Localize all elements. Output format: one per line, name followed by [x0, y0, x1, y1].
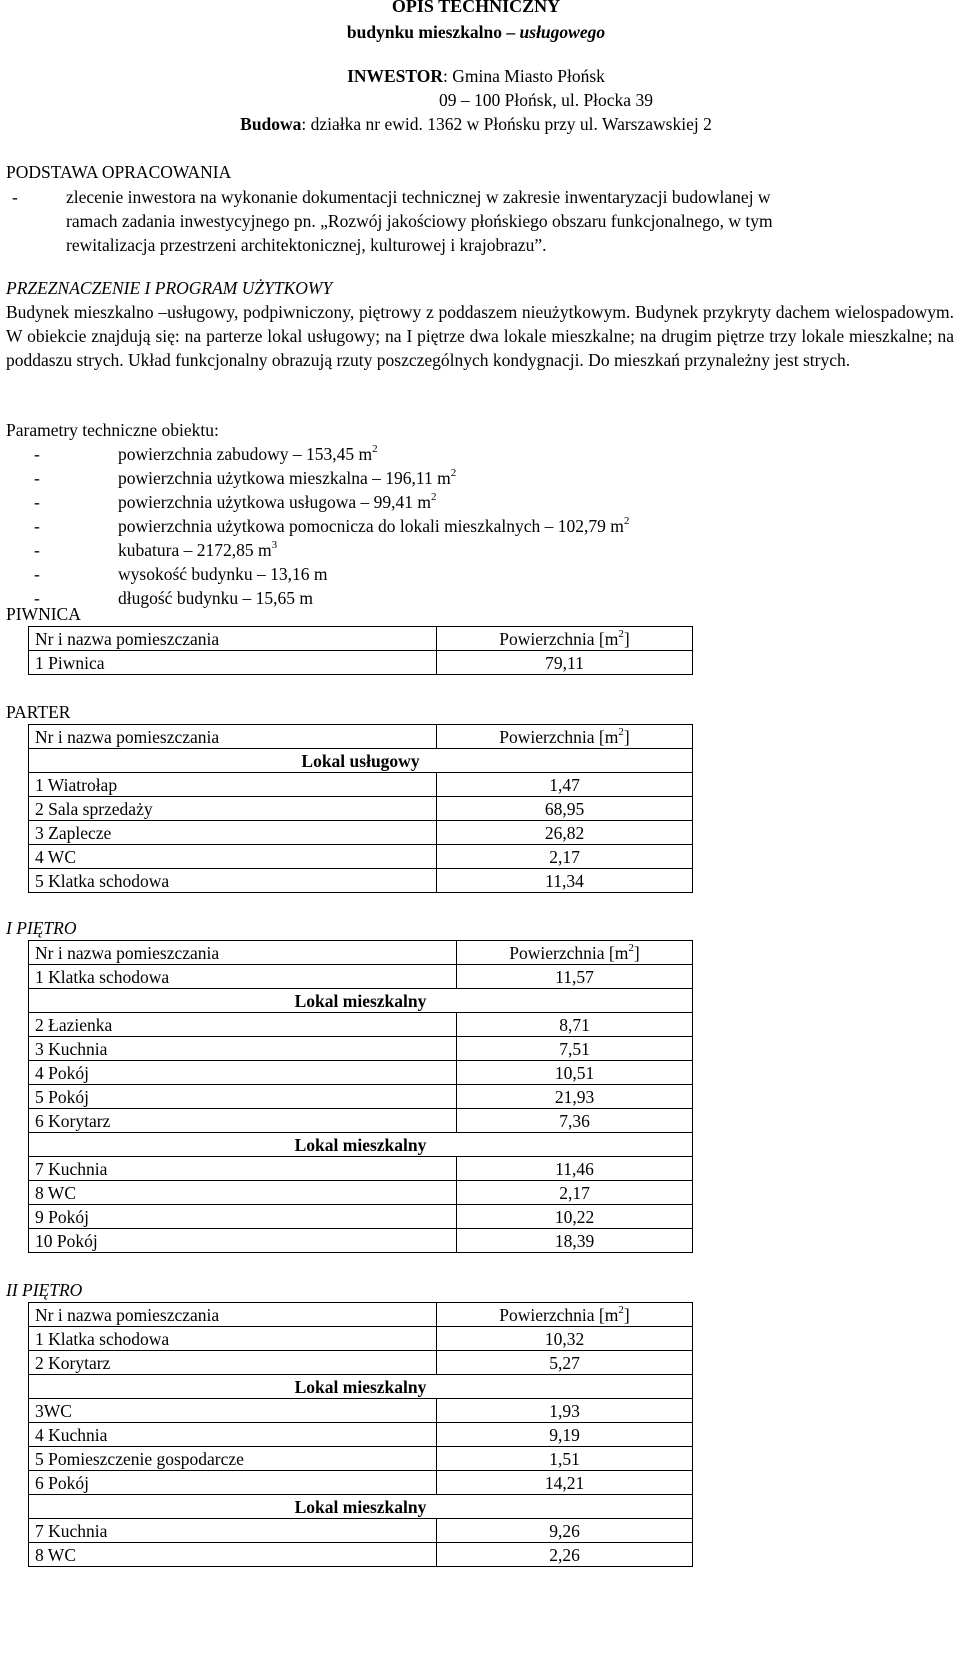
room-area: 1,47 [437, 773, 693, 797]
param-item: długość budynku – 15,65 m [118, 588, 313, 608]
basis-line-3: rewitalizacja przestrzeni architektonicznej, kulturowej i krajobrazu”. [66, 235, 547, 255]
table-row [29, 1423, 693, 1447]
table-header-row [29, 725, 693, 749]
piwnica-table [28, 626, 693, 675]
table-subheader-row [29, 1495, 693, 1519]
table-row [29, 1543, 693, 1567]
site-label: Budowa [240, 114, 302, 134]
table-subheader-row [29, 749, 693, 773]
param-dash: - [34, 588, 40, 608]
document-subtitle [6, 20, 946, 44]
table-row [29, 797, 693, 821]
room-name: 4 Kuchnia [29, 1423, 437, 1447]
table-row [29, 1471, 693, 1495]
table-row [29, 1181, 693, 1205]
room-name: 5 Klatka schodowa [29, 869, 437, 893]
unit-subheader: Lokal mieszkalny [29, 1133, 693, 1157]
room-name: 1 Wiatrołap [29, 773, 437, 797]
room-area: 8,71 [457, 1013, 693, 1037]
param-sup: 2 [430, 491, 437, 504]
room-name: 4 WC [29, 845, 437, 869]
room-name: 2 Sala sprzedaży [29, 797, 437, 821]
room-name: 2 Korytarz [29, 1351, 437, 1375]
room-area: 11,34 [437, 869, 693, 893]
table-row [29, 845, 693, 869]
table-header-row [29, 627, 693, 651]
room-area: 18,39 [457, 1229, 693, 1253]
room-area: 79,11 [437, 651, 693, 675]
param-dash: - [34, 516, 40, 536]
unit-subheader: Lokal usługowy [29, 749, 693, 773]
table-row [29, 1085, 693, 1109]
table-row [29, 869, 693, 893]
param-item: kubatura – 2172,85 $m^3$ [118, 539, 278, 560]
room-name: 1 Piwnica [29, 651, 437, 675]
table-subheader-row [29, 989, 693, 1013]
site-line [6, 112, 946, 136]
param-item: powierzchnia użytkowa usługowa – 99,41 $m^2$ [118, 491, 437, 512]
col-header-sup: 2 [618, 725, 624, 738]
col-header-sup: 2 [628, 941, 634, 954]
room-area: 10,22 [457, 1205, 693, 1229]
document-title: OPIS TECHNICZNY [391, 0, 561, 16]
room-name: 6 Pokój [29, 1471, 437, 1495]
room-area: 7,36 [457, 1109, 693, 1133]
param-sup: 2 [372, 443, 378, 456]
pietro1-table [28, 940, 693, 1253]
room-area: 21,93 [457, 1085, 693, 1109]
room-area: 68,95 [437, 797, 693, 821]
param-sup: 3 [271, 539, 278, 552]
table-subheader-row [29, 1133, 693, 1157]
unit-subheader: Lokal mieszkalny [29, 989, 693, 1013]
room-name: 7 Kuchnia [29, 1157, 457, 1181]
param-item: wysokość budynku – 13,16 m [118, 564, 328, 584]
table-row [29, 1013, 693, 1037]
room-area: 14,21 [437, 1471, 693, 1495]
room-area: 11,46 [457, 1157, 693, 1181]
param-sup: 2 [450, 467, 457, 480]
room-name: 7 Kuchnia [29, 1519, 437, 1543]
basis-heading: PODSTAWA OPRACOWANIA [6, 162, 232, 182]
room-area: 2,17 [457, 1181, 693, 1205]
room-name: 8 WC [29, 1543, 437, 1567]
purpose-heading: PRZEZNACZENIE I PROGRAM UŻYTKOWY [6, 278, 333, 298]
room-area: 5,27 [437, 1351, 693, 1375]
room-name: 5 Pomieszczenie gospodarcze [29, 1447, 437, 1471]
params-heading: Parametry techniczne obiektu: [6, 420, 219, 440]
table-header-row [29, 1303, 693, 1327]
table-row [29, 1109, 693, 1133]
param-sup: 2 [623, 515, 630, 528]
col-header-room: Nr i nazwa pomieszczania [29, 627, 437, 651]
table-row [29, 1037, 693, 1061]
table-row [29, 1205, 693, 1229]
room-name: 1 Klatka schodowa [29, 1327, 437, 1351]
param-dash: - [34, 468, 40, 488]
col-header-area: Powierzchnia $[m^2]$ [437, 725, 693, 749]
param-dash: - [34, 444, 40, 464]
table-header-row [29, 941, 693, 965]
unit-subheader: Lokal mieszkalny [29, 1495, 693, 1519]
param-item: powierzchnia użytkowa mieszkalna – 196,11 $m^2$ [118, 467, 457, 488]
room-area: 26,82 [437, 821, 693, 845]
room-name: 3 Zaplecze [29, 821, 437, 845]
parter-table [28, 724, 693, 893]
table-row [29, 1519, 693, 1543]
table-row [29, 821, 693, 845]
col-header-room: Nr i nazwa pomieszczania [29, 725, 437, 749]
col-header-sup: 2 [618, 627, 624, 640]
room-name: 2 Łazienka [29, 1013, 457, 1037]
room-name: 6 Korytarz [29, 1109, 457, 1133]
param-item: powierzchnia użytkowa pomocnicza do lokali mieszkalnych – 102,79 $m^2$ [118, 515, 630, 536]
table-row [29, 1061, 693, 1085]
pietro2-heading: II PIĘTRO [6, 1280, 83, 1300]
table-row [29, 651, 693, 675]
room-area: 7,51 [457, 1037, 693, 1061]
purpose-paragraph: Budynek mieszkalno –usługowy, podpiwniczony, piętrowy z poddaszem nieużytkowym. Budynek przykryty dachem wielospadowym. W obiekcie znajdują się: na parterze lokal usługowy; na I piętrze dwa lokale mieszkalne; na drugim piętrze trzy lokale mieszkalne; na poddaszu strych. Układ funkcjonalny obrazują rzuty poszczególnych kondygnacji. Do mieszkań przynależny jest strych. [6, 302, 954, 370]
param-dash: - [34, 540, 40, 560]
room-name: 4 Pokój [29, 1061, 457, 1085]
room-name: 1 Klatka schodowa [29, 965, 457, 989]
room-name: 3 Kuchnia [29, 1037, 457, 1061]
param-dash: - [34, 492, 40, 512]
pietro2-table [28, 1302, 693, 1567]
room-name: 10 Pokój [29, 1229, 457, 1253]
room-area: 9,26 [437, 1519, 693, 1543]
table-row [29, 1447, 693, 1471]
unit-subheader: Lokal mieszkalny [29, 1375, 693, 1399]
table-row [29, 965, 693, 989]
room-name: 5 Pokój [29, 1085, 457, 1109]
table-row [29, 1351, 693, 1375]
table-row [29, 1327, 693, 1351]
col-header-area: Powierzchnia $[m^2]$ [437, 627, 693, 651]
room-area: 1,93 [437, 1399, 693, 1423]
subtitle-part-a: budynku mieszkalno – [346, 22, 520, 42]
param-item: powierzchnia zabudowy – 153,45 $m^2$ [118, 443, 378, 464]
investor-value: : Gmina Miasto Płońsk [443, 66, 605, 86]
room-area: 2,26 [437, 1543, 693, 1567]
col-header-area: Powierzchnia $[m^2]$ [437, 1303, 693, 1327]
table-row [29, 1399, 693, 1423]
basis-line-1: zlecenie inwestora na wykonanie dokumentacji technicznej w zakresie inwentaryzacji budowlanej w [66, 187, 771, 207]
col-header-area: Powierzchnia $[m^2]$ [457, 941, 693, 965]
site-value: : działka nr ewid. 1362 w Płońsku przy ul. Warszawskiej 2 [301, 114, 712, 134]
param-dash: - [34, 564, 40, 584]
investor-label: INWESTOR [347, 66, 444, 86]
room-area: 10,32 [437, 1327, 693, 1351]
pietro1-heading: I PIĘTRO [6, 918, 77, 938]
col-header-sup: 2 [618, 1303, 624, 1316]
basis-dash: - [12, 187, 18, 207]
piwnica-heading: PIWNICA [6, 604, 81, 624]
room-area: 10,51 [457, 1061, 693, 1085]
room-name: 9 Pokój [29, 1205, 457, 1229]
room-area: 9,19 [437, 1423, 693, 1447]
col-header-room: Nr i nazwa pomieszczania [29, 1303, 437, 1327]
investor-address: 09 – 100 Płońsk, ul. Płocka 39 [439, 90, 653, 110]
room-area: 1,51 [437, 1447, 693, 1471]
col-header-room: Nr i nazwa pomieszczania [29, 941, 457, 965]
room-name: 3WC [29, 1399, 437, 1423]
parter-heading: PARTER [6, 702, 71, 722]
table-row [29, 1229, 693, 1253]
basis-line-2: ramach zadania inwestycyjnego pn. „Rozwój jakościowy płońskiego obszaru funkcjonalnego, w tym [66, 211, 773, 231]
investor-line [6, 64, 946, 88]
table-subheader-row [29, 1375, 693, 1399]
subtitle-part-b: usługowego [519, 22, 606, 42]
room-area: 2,17 [437, 845, 693, 869]
room-area: 11,57 [457, 965, 693, 989]
room-name: 8 WC [29, 1181, 457, 1205]
table-row [29, 1157, 693, 1181]
table-row [29, 773, 693, 797]
